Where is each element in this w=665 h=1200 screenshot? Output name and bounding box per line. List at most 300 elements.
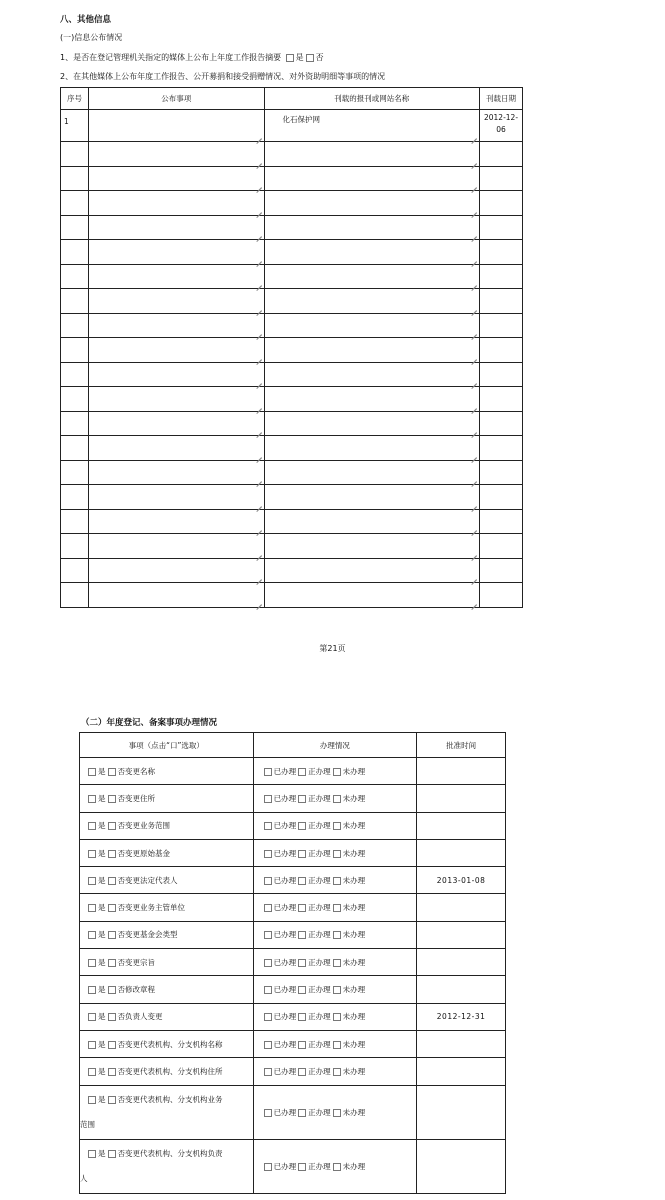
status-label: 已办理 [273, 821, 297, 831]
status-checkbox[interactable] [264, 795, 272, 803]
media-textarea[interactable] [264, 558, 480, 583]
date-cell[interactable] [480, 142, 523, 167]
status-checkbox[interactable] [333, 768, 341, 776]
approval-date[interactable] [417, 894, 506, 921]
select-checkbox[interactable] [108, 904, 116, 912]
no-label: 否 [315, 53, 324, 62]
select-checkbox[interactable] [88, 1068, 96, 1076]
row-number [61, 264, 89, 289]
status-label: 已办理 [273, 930, 297, 940]
yes-label: 是 [98, 766, 106, 776]
status-checkbox[interactable] [264, 931, 272, 939]
status-checkbox[interactable] [333, 931, 341, 939]
matter-label: 否负责人变更 [117, 1012, 163, 1022]
question-2: 2、在其他媒体上公布年度工作报告、公开募捐和接受捐赠情况、对外资助明细等事项的情况 [60, 72, 386, 81]
status-label: 未办理 [342, 1039, 366, 1049]
date-cell[interactable] [480, 534, 523, 559]
table-row [80, 785, 506, 812]
status-label: 未办理 [342, 875, 366, 885]
status-cell [253, 1085, 417, 1139]
status-checkbox[interactable] [264, 959, 272, 967]
yes-label: 是 [98, 1012, 106, 1022]
select-checkbox[interactable] [88, 877, 96, 885]
table-row [61, 240, 523, 265]
approval-date[interactable] [417, 1085, 506, 1139]
table-row [61, 142, 523, 167]
approval-date[interactable]: 2012-12-31 [417, 1003, 506, 1030]
status-cell [253, 758, 417, 785]
matter-cell [80, 894, 254, 921]
status-label: 正办理 [308, 1012, 331, 1022]
status-checkbox[interactable] [333, 795, 341, 803]
item-textarea[interactable] [88, 264, 264, 289]
media-textarea[interactable] [264, 387, 480, 412]
table-row [61, 485, 523, 510]
status-cell [253, 1030, 417, 1057]
header-seq: 序号 [61, 88, 89, 110]
status-checkbox[interactable] [298, 850, 306, 858]
status-label: 未办理 [342, 903, 366, 913]
select-checkbox[interactable] [88, 931, 96, 939]
matter-label: 否变更名称 [117, 766, 155, 776]
status-checkbox[interactable] [264, 1109, 272, 1117]
row-number [61, 240, 89, 265]
item-textarea[interactable] [88, 436, 264, 461]
media-textarea[interactable] [264, 142, 480, 167]
status-checkbox[interactable] [333, 850, 341, 858]
status-label: 未办理 [342, 793, 366, 803]
date-cell[interactable] [480, 583, 523, 608]
row-number [61, 289, 89, 314]
table-row [80, 758, 506, 785]
item-textarea[interactable] [88, 558, 264, 583]
status-checkbox[interactable] [333, 1041, 341, 1049]
status-label: 未办理 [342, 930, 366, 940]
status-checkbox[interactable] [264, 850, 272, 858]
status-label: 未办理 [342, 1161, 366, 1171]
status-label: 未办理 [342, 766, 366, 776]
matter-cell [80, 1139, 254, 1193]
table-row [61, 338, 523, 363]
status-label: 正办理 [308, 821, 331, 831]
status-label: 已办理 [273, 1039, 297, 1049]
item-textarea[interactable] [88, 215, 264, 240]
status-checkbox[interactable] [298, 1068, 306, 1076]
matter-cell [80, 839, 254, 866]
status-checkbox[interactable] [298, 1041, 306, 1049]
status-checkbox[interactable] [264, 1163, 272, 1171]
approval-date[interactable]: 2013-01-08 [417, 867, 506, 894]
status-label: 正办理 [308, 957, 331, 967]
status-label: 已办理 [273, 1012, 297, 1022]
status-cell [253, 1139, 417, 1193]
approval-date[interactable] [417, 949, 506, 976]
status-cell [253, 894, 417, 921]
media-textarea[interactable] [264, 436, 480, 461]
table-row [61, 436, 523, 461]
status-checkbox[interactable] [298, 1013, 306, 1021]
row-number [61, 436, 89, 461]
status-label: 已办理 [273, 1161, 297, 1171]
status-label: 未办理 [342, 1107, 366, 1117]
yes-label: 是 [98, 793, 106, 803]
table-header-row [80, 733, 506, 758]
row-number [61, 583, 89, 608]
table-header-row [61, 88, 523, 110]
matter-cell [80, 921, 254, 948]
item-textarea[interactable] [88, 338, 264, 363]
select-checkbox[interactable] [88, 822, 96, 830]
table-row [61, 509, 523, 534]
table-row [80, 1058, 506, 1085]
item-textarea[interactable] [88, 110, 264, 142]
date-cell[interactable] [480, 313, 523, 338]
row-number [61, 534, 89, 559]
table-row [61, 583, 523, 608]
row-number: 1 [61, 110, 89, 142]
item-textarea[interactable] [88, 191, 264, 216]
status-label: 已办理 [273, 985, 297, 995]
table-row [80, 1139, 506, 1193]
item-textarea[interactable] [88, 387, 264, 412]
approval-date[interactable] [417, 921, 506, 948]
header-media: 刊载的报刊或网站名称 [264, 88, 480, 110]
yes-label: 是 [98, 821, 106, 831]
select-checkbox[interactable] [108, 1041, 116, 1049]
table-row [80, 812, 506, 839]
table-row [80, 1030, 506, 1057]
row-number [61, 411, 89, 436]
status-checkbox[interactable] [264, 904, 272, 912]
status-checkbox[interactable] [264, 1013, 272, 1021]
table-row [61, 534, 523, 559]
status-checkbox[interactable] [333, 1013, 341, 1021]
select-checkbox[interactable] [88, 1096, 96, 1104]
select-checkbox[interactable] [108, 959, 116, 967]
status-cell [253, 867, 417, 894]
section2-title: （二）年度登记、备案事项办理情况 [81, 718, 218, 728]
table-row [80, 1003, 506, 1030]
item-textarea[interactable] [88, 362, 264, 387]
status-checkbox[interactable] [333, 986, 341, 994]
status-label: 正办理 [308, 875, 331, 885]
matter-cell [80, 1085, 254, 1139]
select-checkbox[interactable] [88, 795, 96, 803]
status-label: 正办理 [308, 1039, 331, 1049]
select-checkbox[interactable] [88, 959, 96, 967]
approval-date[interactable] [417, 1030, 506, 1057]
date-cell[interactable] [480, 191, 523, 216]
media-textarea[interactable] [264, 485, 480, 510]
yes-label: 是 [295, 53, 304, 62]
select-checkbox[interactable] [108, 850, 116, 858]
row-number [61, 460, 89, 485]
item-textarea[interactable] [88, 313, 264, 338]
table-row [80, 921, 506, 948]
header-item: 公布事项 [88, 88, 264, 110]
yes-label: 是 [98, 985, 106, 995]
yes-label: 是 [98, 1066, 106, 1076]
matter-cell [80, 1058, 254, 1085]
status-checkbox[interactable] [298, 822, 306, 830]
select-checkbox[interactable] [108, 822, 116, 830]
table-row [61, 313, 523, 338]
select-checkbox[interactable] [88, 1041, 96, 1049]
row-number [61, 191, 89, 216]
matter-label: 否变更代表机构、分支机构住所 [117, 1066, 223, 1076]
media-textarea[interactable] [264, 583, 480, 608]
status-label: 已办理 [273, 903, 297, 913]
select-checkbox[interactable] [108, 877, 116, 885]
status-cell [253, 1058, 417, 1085]
item-textarea[interactable] [88, 240, 264, 265]
table-row [61, 387, 523, 412]
status-label: 未办理 [342, 1066, 366, 1076]
media-textarea[interactable] [264, 534, 480, 559]
status-label: 正办理 [308, 1066, 331, 1076]
media-textarea[interactable]: 化石保护网 [264, 110, 480, 142]
header-matter: 事项（点击“口”选取） [80, 733, 254, 758]
publication-table [60, 87, 523, 608]
status-label: 已办理 [273, 875, 297, 885]
status-label: 已办理 [273, 793, 297, 803]
status-label: 正办理 [308, 985, 331, 995]
date-cell[interactable] [480, 362, 523, 387]
matter-cell [80, 1003, 254, 1030]
select-checkbox[interactable] [108, 986, 116, 994]
matter-cell [80, 949, 254, 976]
status-checkbox[interactable] [298, 795, 306, 803]
media-textarea[interactable] [264, 289, 480, 314]
matter-label: 否变更代表机构、分支机构负责 [117, 1148, 223, 1158]
table-row [61, 110, 523, 142]
date-cell[interactable] [480, 460, 523, 485]
status-checkbox[interactable] [264, 877, 272, 885]
media-textarea[interactable] [264, 338, 480, 363]
matter-label: 否变更宗旨 [117, 957, 155, 967]
date-cell[interactable] [480, 485, 523, 510]
yes-label: 是 [98, 1039, 106, 1049]
status-checkbox[interactable] [298, 768, 306, 776]
status-label: 正办理 [308, 766, 331, 776]
table-row [80, 949, 506, 976]
item-textarea[interactable] [88, 289, 264, 314]
table-row [61, 191, 523, 216]
date-cell[interactable] [480, 558, 523, 583]
select-checkbox[interactable] [108, 1150, 116, 1158]
table-row [80, 867, 506, 894]
status-label: 未办理 [342, 1012, 366, 1022]
status-checkbox[interactable] [333, 822, 341, 830]
date-cell[interactable] [480, 215, 523, 240]
status-checkbox[interactable] [298, 1109, 306, 1117]
media-textarea[interactable] [264, 411, 480, 436]
approval-date[interactable] [417, 839, 506, 866]
matter-label-cont: 人 [80, 1173, 88, 1183]
row-number [61, 387, 89, 412]
approval-date[interactable] [417, 785, 506, 812]
status-cell [253, 976, 417, 1003]
table-row [61, 264, 523, 289]
matter-cell [80, 758, 254, 785]
select-checkbox[interactable] [88, 850, 96, 858]
select-checkbox[interactable] [88, 986, 96, 994]
row-number [61, 485, 89, 510]
row-number [61, 166, 89, 191]
table-row [80, 976, 506, 1003]
table-row [61, 289, 523, 314]
status-label: 正办理 [308, 848, 331, 858]
status-checkbox[interactable] [264, 822, 272, 830]
select-checkbox[interactable] [88, 1150, 96, 1158]
approval-date[interactable] [417, 812, 506, 839]
status-checkbox[interactable] [333, 1163, 341, 1171]
status-checkbox[interactable] [264, 1068, 272, 1076]
status-label: 未办理 [342, 957, 366, 967]
select-checkbox[interactable] [108, 1096, 116, 1104]
yes-label: 是 [98, 1094, 106, 1104]
matter-label: 否变更法定代表人 [117, 875, 178, 885]
yes-label: 是 [98, 848, 106, 858]
status-checkbox[interactable] [298, 877, 306, 885]
status-checkbox[interactable] [298, 904, 306, 912]
table-row [80, 1085, 506, 1139]
item-textarea[interactable] [88, 534, 264, 559]
question-1-text: 1、是否在登记管理机关指定的媒体上公布上年度工作报告摘要 [60, 53, 282, 62]
date-cell[interactable] [480, 509, 523, 534]
date-cell[interactable] [480, 166, 523, 191]
approval-date[interactable] [417, 758, 506, 785]
status-checkbox[interactable] [298, 959, 306, 967]
item-textarea[interactable] [88, 509, 264, 534]
date-cell[interactable] [480, 387, 523, 412]
approval-date[interactable] [417, 1139, 506, 1193]
date-cell[interactable]: 2012-12- 06 [480, 110, 523, 142]
status-label: 已办理 [273, 766, 297, 776]
status-checkbox[interactable] [333, 877, 341, 885]
matter-label: 否变更代表机构、分支机构业务 [117, 1094, 223, 1104]
select-checkbox[interactable] [88, 904, 96, 912]
status-checkbox[interactable] [298, 931, 306, 939]
date-cell[interactable] [480, 338, 523, 363]
status-cell [253, 785, 417, 812]
yes-label: 是 [98, 875, 106, 885]
table-row [80, 839, 506, 866]
row-number [61, 509, 89, 534]
row-number [61, 215, 89, 240]
media-textarea[interactable] [264, 166, 480, 191]
status-checkbox[interactable] [333, 1109, 341, 1117]
status-label: 正办理 [308, 1107, 331, 1117]
yes-label: 是 [98, 957, 106, 967]
matter-cell [80, 1030, 254, 1057]
status-cell [253, 812, 417, 839]
media-textarea[interactable] [264, 362, 480, 387]
status-cell [253, 1003, 417, 1030]
table-row [61, 362, 523, 387]
status-label: 已办理 [273, 1066, 297, 1076]
approval-date[interactable] [417, 1058, 506, 1085]
date-cell[interactable] [480, 264, 523, 289]
item-textarea[interactable] [88, 485, 264, 510]
media-textarea[interactable] [264, 264, 480, 289]
date-cell[interactable] [480, 240, 523, 265]
matter-label: 否变更住所 [117, 793, 155, 803]
subsection-title: (一)信息公布情况 [60, 33, 123, 42]
matter-label: 否变更业务范围 [117, 821, 170, 831]
status-checkbox[interactable] [298, 1163, 306, 1171]
select-checkbox[interactable] [108, 1068, 116, 1076]
yes-label: 是 [98, 930, 106, 940]
status-checkbox[interactable] [264, 986, 272, 994]
no-checkbox[interactable] [306, 54, 314, 62]
status-checkbox[interactable] [264, 1041, 272, 1049]
status-checkbox[interactable] [333, 904, 341, 912]
matter-label: 否修改章程 [117, 985, 155, 995]
select-checkbox[interactable] [108, 768, 116, 776]
matter-label: 否变更基金会类型 [117, 930, 178, 940]
status-label: 已办理 [273, 1107, 297, 1117]
status-checkbox[interactable] [333, 1068, 341, 1076]
status-label: 正办理 [308, 793, 331, 803]
item-textarea[interactable] [88, 166, 264, 191]
status-cell [253, 921, 417, 948]
select-checkbox[interactable] [88, 768, 96, 776]
select-checkbox[interactable] [108, 795, 116, 803]
media-textarea[interactable] [264, 240, 480, 265]
yes-label: 是 [98, 903, 106, 913]
yes-checkbox[interactable] [286, 54, 294, 62]
table-row [61, 558, 523, 583]
table-row [80, 894, 506, 921]
section-title: 八、其他信息 [60, 15, 112, 25]
select-checkbox[interactable] [108, 931, 116, 939]
item-textarea[interactable] [88, 142, 264, 167]
approval-date[interactable] [417, 976, 506, 1003]
status-checkbox[interactable] [264, 768, 272, 776]
media-textarea[interactable] [264, 509, 480, 534]
matter-cell [80, 812, 254, 839]
status-checkbox[interactable] [298, 986, 306, 994]
header-status: 办理情况 [253, 733, 417, 758]
date-cell[interactable] [480, 289, 523, 314]
media-textarea[interactable] [264, 313, 480, 338]
date-cell[interactable] [480, 411, 523, 436]
table-row [61, 166, 523, 191]
item-textarea[interactable] [88, 583, 264, 608]
question-1 [60, 52, 324, 63]
media-textarea[interactable] [264, 215, 480, 240]
date-cell[interactable] [480, 436, 523, 461]
select-checkbox[interactable] [108, 1013, 116, 1021]
status-label: 未办理 [342, 848, 366, 858]
row-number [61, 338, 89, 363]
row-number [61, 558, 89, 583]
select-checkbox[interactable] [88, 1013, 96, 1021]
row-number [61, 362, 89, 387]
item-textarea[interactable] [88, 460, 264, 485]
row-number [61, 313, 89, 338]
status-checkbox[interactable] [333, 959, 341, 967]
table-row [61, 215, 523, 240]
matter-cell [80, 976, 254, 1003]
matter-label: 否变更业务主管单位 [117, 903, 185, 913]
media-textarea[interactable] [264, 191, 480, 216]
page-number: 第21页 [319, 644, 346, 653]
media-textarea[interactable] [264, 460, 480, 485]
registration-table [79, 732, 506, 1194]
item-textarea[interactable] [88, 411, 264, 436]
